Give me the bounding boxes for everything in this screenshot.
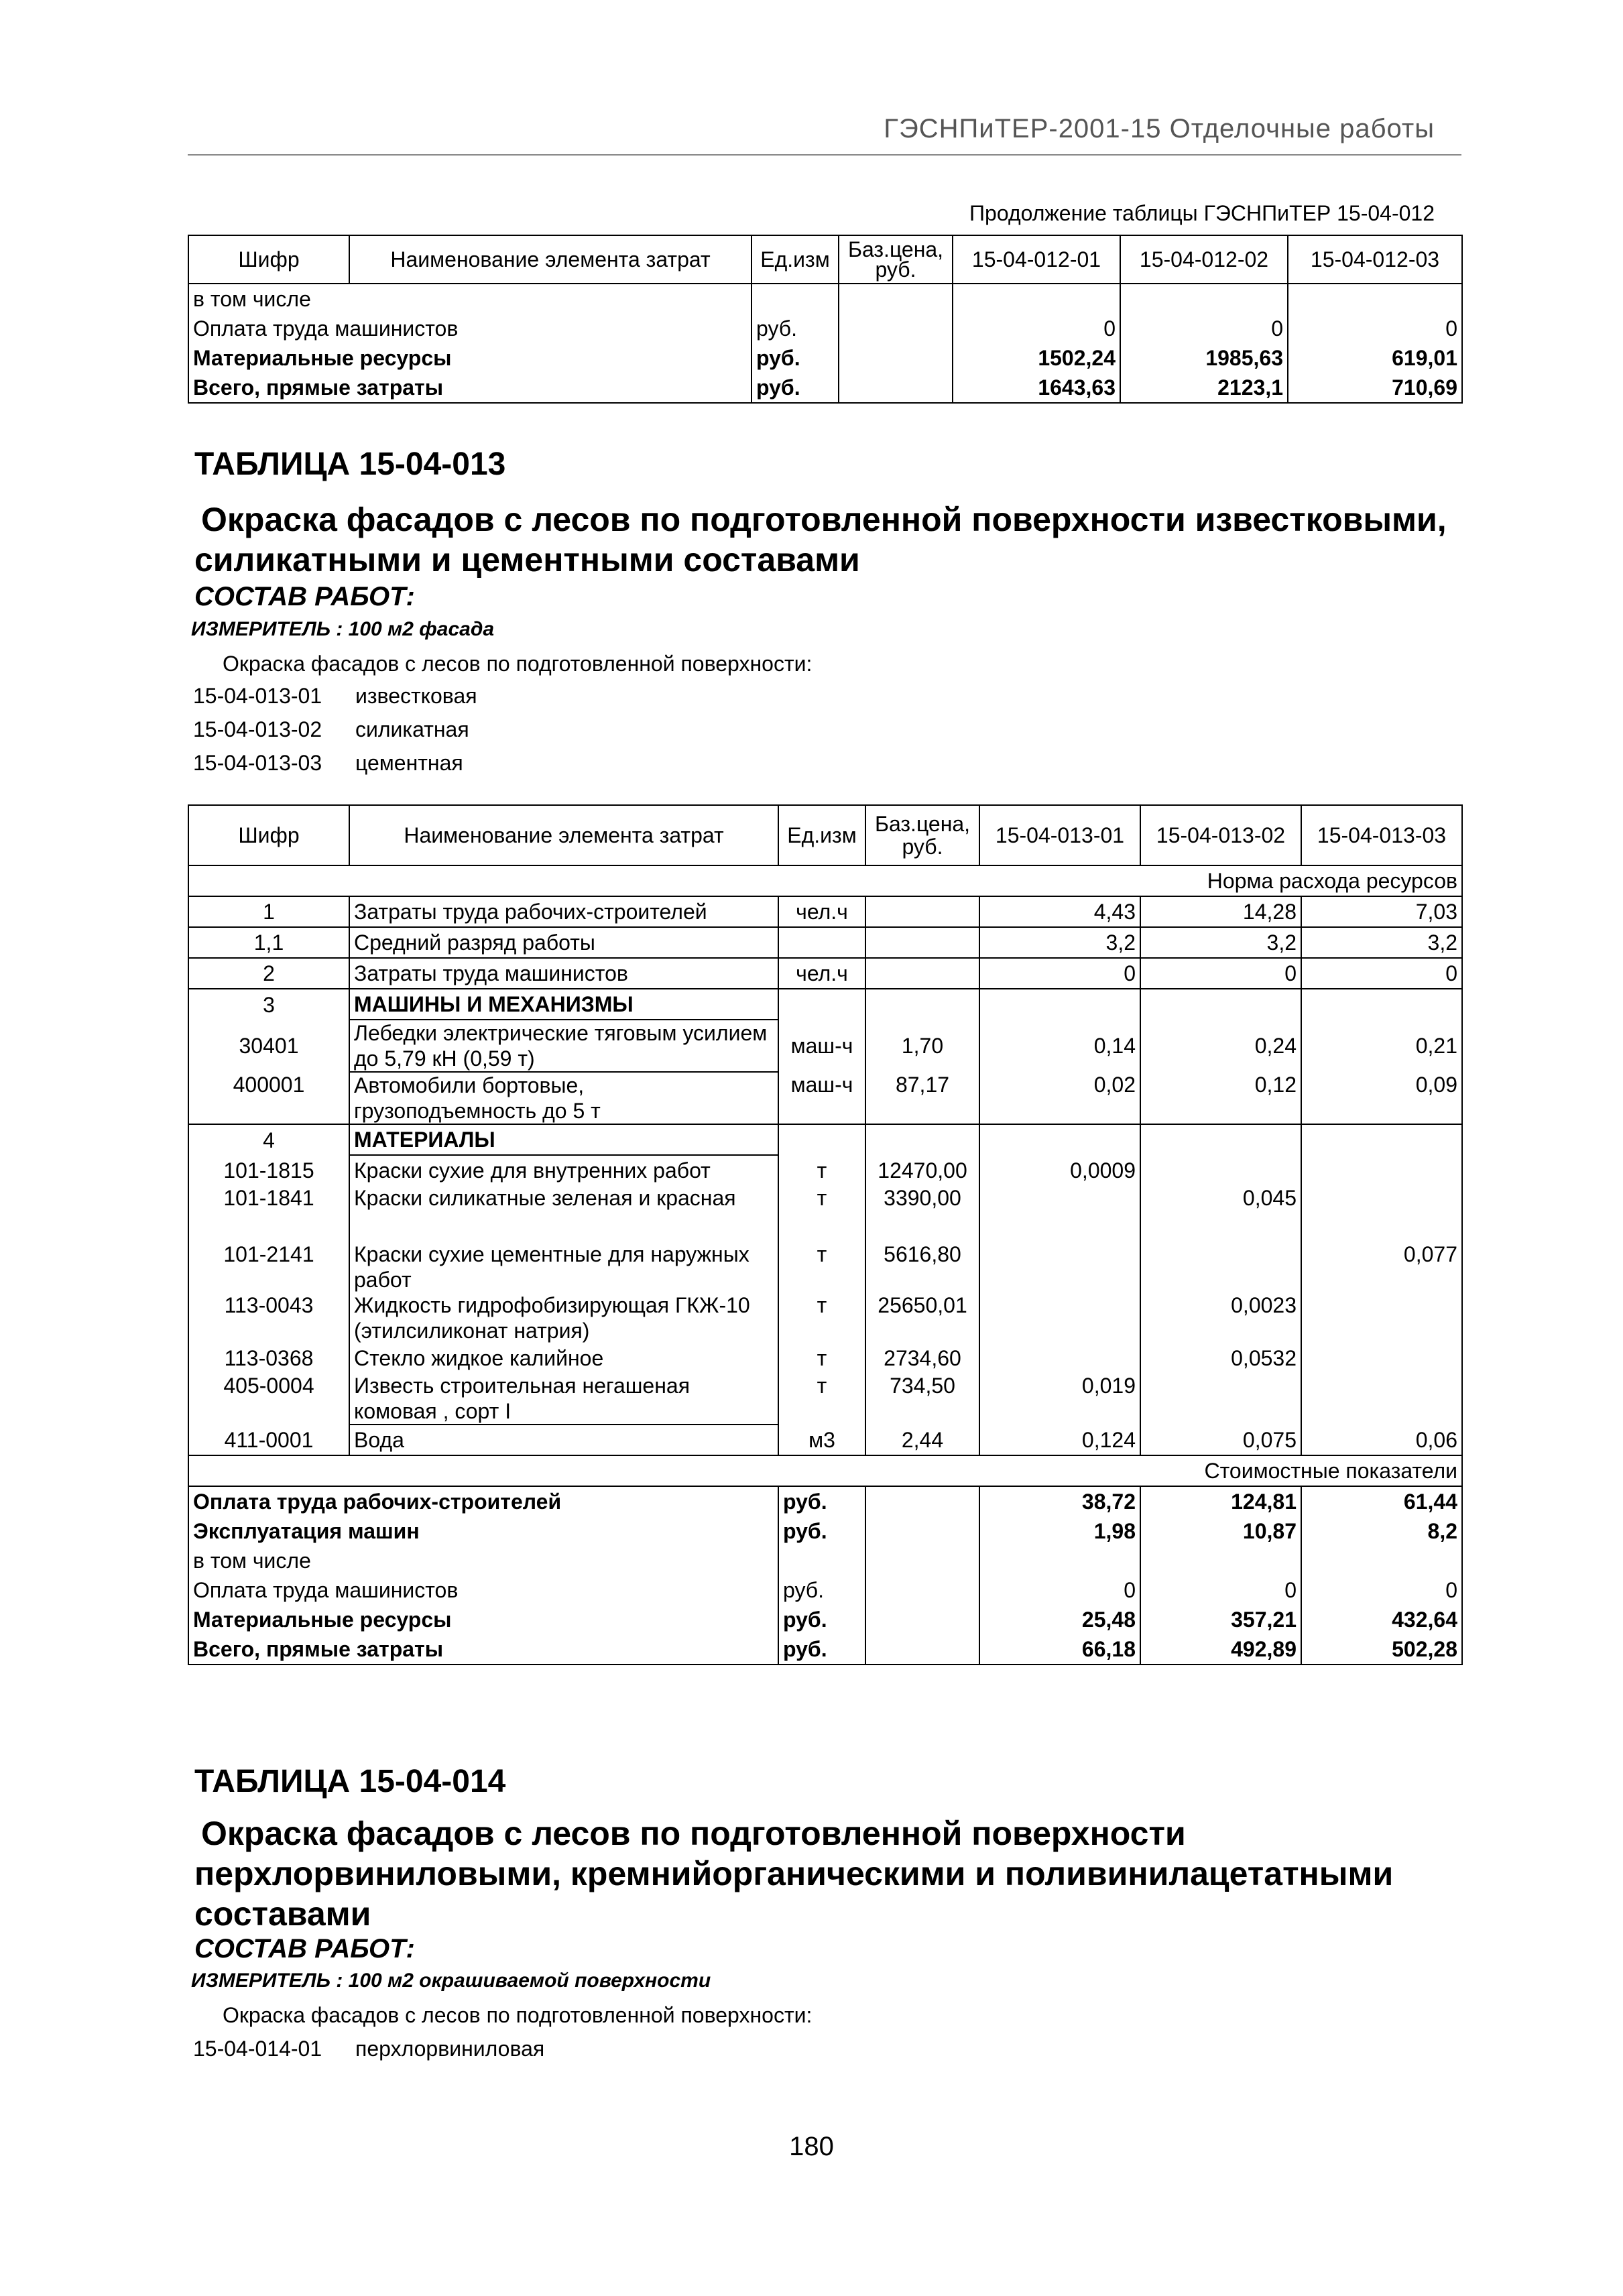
- section-header-row: [188, 865, 1462, 896]
- cost-row: [188, 1575, 1462, 1605]
- row-value: 1,98: [979, 1516, 1140, 1546]
- row-value: 0,14: [979, 1020, 1140, 1072]
- row-value: 0,0023: [1140, 1292, 1301, 1343]
- row-name-line: Краски сухие цементные для наружных: [354, 1242, 749, 1266]
- row-unit: т: [778, 1292, 865, 1343]
- row-name: Средний разряд работы: [349, 927, 778, 958]
- row-value: 432,64: [1301, 1605, 1462, 1634]
- table-row: [188, 958, 1462, 989]
- row-value: [1301, 1373, 1462, 1425]
- sostav-label: СОСТАВ РАБОТ:: [194, 1934, 415, 1963]
- continuation-table: [188, 235, 1463, 404]
- row-name: Краски сухие для внутренних работ: [349, 1155, 778, 1185]
- table-subtitle: Окраска фасадов с лесов по подготовленной поверхности известковыми,: [201, 501, 1447, 538]
- row-value: 3,2: [979, 927, 1140, 958]
- row-name: Стекло жидкое калийное: [349, 1343, 778, 1373]
- row-unit: т: [778, 1185, 865, 1242]
- col-header: 15-04-013-01: [979, 805, 1140, 865]
- row-price: 2734,60: [865, 1343, 979, 1373]
- table-subtitle: перхлорвиниловыми, кремнийорганическими и поливинилацетатными: [194, 1855, 1394, 1892]
- row-name-line: Автомобили бортовые,: [354, 1073, 585, 1097]
- row-name: в том числе: [188, 1546, 778, 1575]
- col-header: 15-04-012-03: [1288, 235, 1462, 284]
- section-header-row: [188, 1455, 1462, 1486]
- table-row: [188, 1292, 1462, 1343]
- table-row: [188, 343, 1462, 373]
- intro-text: Окраска фасадов с лесов по подготовленной поверхности:: [223, 652, 813, 676]
- col-header: Шифр: [188, 805, 349, 865]
- measure-label: ИЗМЕРИТЕЛЬ : 100 м2 фасада: [191, 618, 495, 640]
- row-name-line: работ: [354, 1268, 412, 1292]
- row-value: 66,18: [979, 1634, 1140, 1665]
- table-row: [188, 1155, 1462, 1185]
- row-value: 61,44: [1301, 1486, 1462, 1516]
- row-price: 87,17: [865, 1072, 979, 1124]
- row-name: Оплата труда машинистов: [188, 1575, 778, 1605]
- row-value: 0: [979, 1575, 1140, 1605]
- cost-row: [188, 1516, 1462, 1546]
- col-header: 15-04-012-02: [1120, 235, 1288, 284]
- row-price: 3390,00: [865, 1185, 979, 1242]
- row-value: 1985,63: [1120, 343, 1288, 373]
- row-name: Материальные ресурсы: [188, 343, 752, 373]
- row-code: 113-0043: [188, 1292, 349, 1343]
- row-value: 0: [953, 314, 1120, 343]
- row-unit: руб.: [752, 314, 839, 343]
- row-name: Оплата труда машинистов: [188, 314, 752, 343]
- row-name: МАШИНЫ И МЕХАНИЗМЫ: [349, 989, 778, 1020]
- row-code: 2: [188, 958, 349, 989]
- row-value: 7,03: [1301, 896, 1462, 927]
- row-value: 1502,24: [953, 343, 1120, 373]
- row-unit: руб.: [778, 1516, 865, 1546]
- table-row: [188, 927, 1462, 958]
- row-value: 0,0532: [1140, 1343, 1301, 1373]
- row-value: 0: [1301, 958, 1462, 989]
- row-value: [1140, 1155, 1301, 1185]
- row-value: 1643,63: [953, 373, 1120, 403]
- row-code: 1: [188, 896, 349, 927]
- row-value: [1301, 1343, 1462, 1373]
- row-value: [1301, 1155, 1462, 1185]
- row-name-line: Известь строительная негашеная: [354, 1374, 690, 1398]
- row-value: [979, 1242, 1140, 1292]
- row-price: 2,44: [865, 1425, 979, 1455]
- table-row: [188, 314, 1462, 343]
- row-value: 25,48: [979, 1605, 1140, 1634]
- cost-header: Стоимостные показатели: [188, 1455, 1462, 1486]
- measure-label: ИЗМЕРИТЕЛЬ : 100 м2 окрашиваемой поверхности: [191, 1970, 711, 1992]
- row-name-line: грузоподъемность до 5 т: [354, 1099, 601, 1123]
- row-value: 124,81: [1140, 1486, 1301, 1516]
- row-unit: маш-ч: [778, 1072, 865, 1124]
- table-row: [188, 1072, 1462, 1124]
- row-value: 8,2: [1301, 1516, 1462, 1546]
- row-unit: т: [778, 1373, 865, 1425]
- table-row: [188, 1242, 1462, 1292]
- variant-name: силикатная: [355, 717, 469, 741]
- variant-name: известковая: [355, 684, 477, 708]
- row-unit: [778, 927, 865, 958]
- row-name: Всего, прямые затраты: [188, 1634, 778, 1665]
- row-name: Затраты труда машинистов: [349, 958, 778, 989]
- table-row: [188, 989, 1462, 1020]
- row-value: 0: [1288, 314, 1462, 343]
- row-unit: маш-ч: [778, 1020, 865, 1072]
- intro-text: Окраска фасадов с лесов по подготовленной поверхности:: [223, 2003, 813, 2027]
- col-header: 15-04-013-02: [1140, 805, 1301, 865]
- table-title: ТАБЛИЦА 15-04-013: [194, 446, 506, 482]
- row-value: 0,09: [1301, 1072, 1462, 1124]
- row-code: 101-1841: [188, 1185, 349, 1242]
- row-value: [979, 1292, 1140, 1343]
- row-value: [1140, 1373, 1301, 1425]
- continuation-caption: Продолжение таблицы ГЭСНПиТЕР 15-04-012: [969, 201, 1435, 225]
- row-name: [349, 1072, 778, 1124]
- table-row: [188, 1343, 1462, 1373]
- row-value: 4,43: [979, 896, 1140, 927]
- table-subtitle: Окраска фасадов с лесов по подготовленной поверхности: [201, 1815, 1186, 1852]
- row-unit: м3: [778, 1425, 865, 1455]
- row-value: [1301, 1292, 1462, 1343]
- row-price: 1,70: [865, 1020, 979, 1072]
- row-price: [865, 927, 979, 958]
- row-name-line: комовая , сорт I: [354, 1399, 512, 1423]
- row-value: 0: [1140, 958, 1301, 989]
- cost-row: [188, 1486, 1462, 1516]
- table-row: [188, 896, 1462, 927]
- row-value: 0,21: [1301, 1020, 1462, 1072]
- cost-row: [188, 1546, 1462, 1575]
- row-name: [349, 1373, 778, 1425]
- row-unit: руб.: [778, 1575, 865, 1605]
- row-value: 619,01: [1288, 343, 1462, 373]
- row-name: Всего, прямые затраты: [188, 373, 752, 403]
- col-header: 15-04-012-01: [953, 235, 1120, 284]
- row-name-line: (этилсиликонат натрия): [354, 1319, 590, 1343]
- row-name: Оплата труда рабочих-строителей: [188, 1486, 778, 1516]
- table-row: [188, 1124, 1462, 1155]
- row-name-line: Жидкость гидрофобизирующая ГКЖ-10: [354, 1293, 750, 1317]
- table-subtitle: силикатными и цементными составами: [194, 541, 860, 579]
- table-subtitle: составами: [194, 1895, 371, 1933]
- row-value: 10,87: [1140, 1516, 1301, 1546]
- row-value: 0,02: [979, 1072, 1140, 1124]
- row-name: [349, 1020, 778, 1072]
- sostav-label: СОСТАВ РАБОТ:: [194, 582, 415, 611]
- row-code: 30401: [188, 1020, 349, 1072]
- row-value: 0,045: [1140, 1185, 1301, 1242]
- row-value: 0,24: [1140, 1020, 1301, 1072]
- header-divider: [188, 154, 1461, 156]
- page-number: 180: [789, 2132, 834, 2161]
- row-value: [979, 1343, 1140, 1373]
- row-unit: руб.: [752, 373, 839, 403]
- row-value: 0,075: [1140, 1425, 1301, 1455]
- table-row: [188, 1373, 1462, 1425]
- row-unit: руб.: [778, 1634, 865, 1665]
- variant-code: 15-04-013-03: [193, 751, 322, 775]
- row-value: 0,12: [1140, 1072, 1301, 1124]
- row-name: в том числе: [188, 284, 752, 314]
- row-code: 405-0004: [188, 1373, 349, 1425]
- col-header: Баз.цена, руб.: [839, 235, 953, 284]
- row-name: Краски силикатные зеленая и красная: [349, 1185, 778, 1242]
- resource-table: [188, 804, 1463, 1665]
- row-unit: т: [778, 1343, 865, 1373]
- row-value: 0: [1140, 1575, 1301, 1605]
- row-price: 12470,00: [865, 1155, 979, 1185]
- row-value: 0,019: [979, 1373, 1140, 1425]
- table-row: [188, 1185, 1462, 1242]
- col-header: Наименование элемента затрат: [349, 235, 752, 284]
- row-value: 3,2: [1301, 927, 1462, 958]
- row-code: 411-0001: [188, 1425, 349, 1455]
- variant-name: перхлорвиниловая: [355, 2037, 545, 2061]
- row-unit: руб.: [778, 1605, 865, 1634]
- running-header: ГЭСНПиТЕР-2001-15 Отделочные работы: [884, 114, 1435, 143]
- row-code: 4: [188, 1124, 349, 1155]
- row-name-line: Лебедки электрические тяговым усилием: [354, 1021, 768, 1045]
- row-value: 14,28: [1140, 896, 1301, 927]
- row-value: 710,69: [1288, 373, 1462, 403]
- row-unit: чел.ч: [778, 958, 865, 989]
- row-value: 0,124: [979, 1425, 1140, 1455]
- row-value: 502,28: [1301, 1634, 1462, 1665]
- row-value: [979, 1185, 1140, 1242]
- row-code: 101-2141: [188, 1242, 349, 1292]
- col-header: Шифр: [188, 235, 349, 284]
- row-price: 25650,01: [865, 1292, 979, 1343]
- table-row: [188, 1020, 1462, 1072]
- row-name: Эксплуатация машин: [188, 1516, 778, 1546]
- row-value: 0: [979, 958, 1140, 989]
- norm-header: Норма расхода ресурсов: [188, 865, 1462, 896]
- row-name: [349, 1292, 778, 1343]
- row-value: [1301, 1185, 1462, 1242]
- row-price: [865, 958, 979, 989]
- row-name: Вода: [349, 1425, 778, 1455]
- row-name: МАТЕРИАЛЫ: [349, 1124, 778, 1155]
- row-name: [349, 1242, 778, 1292]
- col-header: Наименование элемента затрат: [349, 805, 778, 865]
- table-row: [188, 1425, 1462, 1455]
- variant-code: 15-04-013-02: [193, 717, 322, 741]
- row-code: 113-0368: [188, 1343, 349, 1373]
- row-price: 5616,80: [865, 1242, 979, 1292]
- col-header: Баз.цена, руб.: [865, 805, 979, 865]
- variant-code: 15-04-013-01: [193, 684, 322, 708]
- row-value: 3,2: [1140, 927, 1301, 958]
- row-unit: руб.: [752, 343, 839, 373]
- row-code: 3: [188, 989, 349, 1020]
- col-header: 15-04-013-03: [1301, 805, 1462, 865]
- row-value: 0,0009: [979, 1155, 1140, 1185]
- row-value: 492,89: [1140, 1634, 1301, 1665]
- row-name: Материальные ресурсы: [188, 1605, 778, 1634]
- row-code: 101-1815: [188, 1155, 349, 1185]
- table-row: [188, 284, 1462, 314]
- row-value: [1140, 1242, 1301, 1292]
- cost-row: [188, 1634, 1462, 1665]
- row-unit: руб.: [778, 1486, 865, 1516]
- variant-code: 15-04-014-01: [193, 2037, 322, 2061]
- row-value: 0,06: [1301, 1425, 1462, 1455]
- row-code: 1,1: [188, 927, 349, 958]
- row-value: 0,077: [1301, 1242, 1462, 1292]
- row-code: 400001: [188, 1072, 349, 1124]
- row-unit: т: [778, 1155, 865, 1185]
- variant-name: цементная: [355, 751, 463, 775]
- col-header: Ед.изм: [778, 805, 865, 865]
- cost-row: [188, 1605, 1462, 1634]
- row-price: 734,50: [865, 1373, 979, 1425]
- row-value: 0: [1120, 314, 1288, 343]
- row-value: 357,21: [1140, 1605, 1301, 1634]
- row-unit: чел.ч: [778, 896, 865, 927]
- table-row: [188, 373, 1462, 403]
- row-name-line: до 5,79 кН (0,59 т): [354, 1046, 535, 1071]
- row-value: 38,72: [979, 1486, 1140, 1516]
- row-value: 0: [1301, 1575, 1462, 1605]
- table-header-row: [188, 805, 1462, 865]
- row-name: Затраты труда рабочих-строителей: [349, 896, 778, 927]
- row-unit: т: [778, 1242, 865, 1292]
- table-title: ТАБЛИЦА 15-04-014: [194, 1764, 506, 1799]
- table-header-row: [188, 235, 1462, 284]
- row-price: [865, 896, 979, 927]
- col-header: Ед.изм: [752, 235, 839, 284]
- row-value: 2123,1: [1120, 373, 1288, 403]
